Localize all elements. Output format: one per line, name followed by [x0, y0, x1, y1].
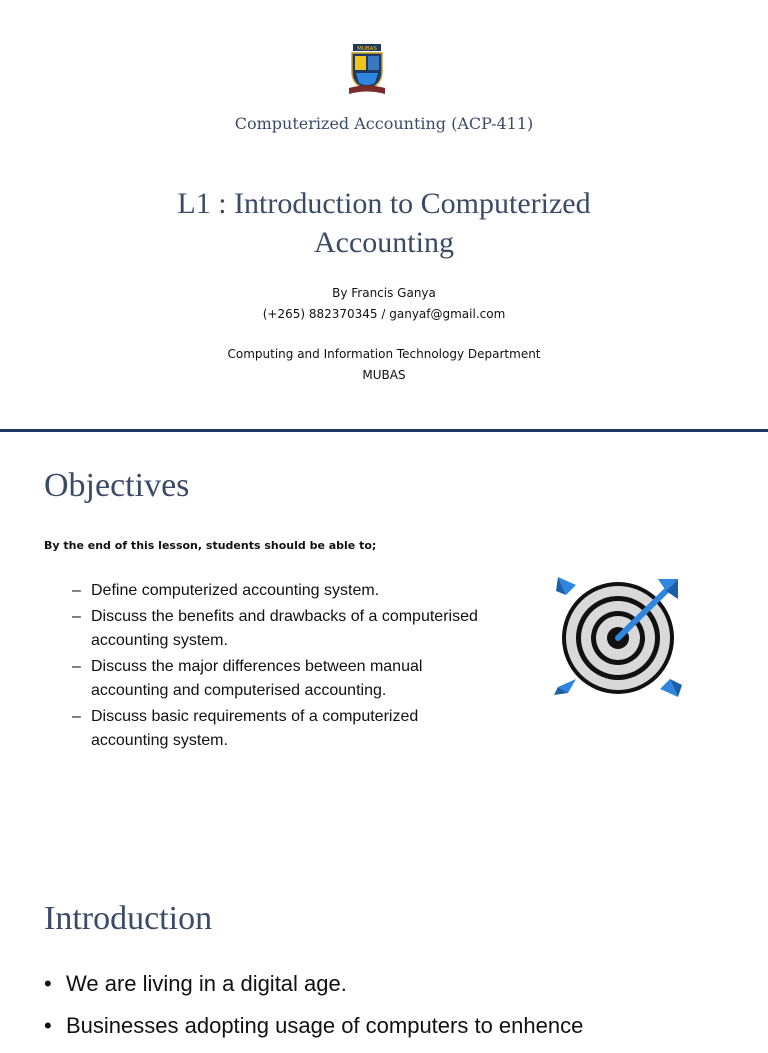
introduction-heading: Introduction	[44, 900, 213, 937]
list-item: – Discuss basic requirements of a computerized accounting system.	[72, 705, 492, 753]
introduction-list	[44, 969, 744, 1053]
target-icon	[554, 573, 684, 703]
lecture-title-line-2: Accounting	[314, 226, 454, 259]
title-slide	[0, 0, 768, 430]
svg-text:MUBAS: MUBAS	[357, 46, 377, 52]
objectives-slide	[0, 432, 768, 1038]
lecture-title	[134, 184, 634, 262]
objectives-list	[72, 579, 492, 755]
list-item: – Define computerized accounting system.	[72, 579, 492, 603]
course-name: Computerized Accounting (ACP-411)	[234, 114, 534, 133]
list-item: – Discuss the benefits and drawbacks of a computerised accounting system.	[72, 605, 492, 653]
department-name: Computing and Information Technology Department	[227, 347, 541, 361]
list-item: • Businesses adopting usage of computers to enhence	[44, 1011, 744, 1041]
author-name: By Francis Ganya	[332, 286, 436, 300]
author-contact: (+265) 882370345 / ganyaf@gmail.com	[262, 307, 506, 321]
list-item: – Discuss the major differences between manual accounting and computerised accounting.	[72, 655, 492, 703]
lecture-title-line-1: L1 : Introduction to Computerized	[177, 187, 591, 220]
objectives-intro: By the end of this lesson, students should be able to;	[44, 539, 377, 552]
mubas-logo	[347, 42, 387, 96]
list-item: • We are living in a digital age.	[44, 969, 744, 999]
institution-name: MUBAS	[362, 368, 406, 382]
objectives-heading: Objectives	[44, 467, 190, 504]
